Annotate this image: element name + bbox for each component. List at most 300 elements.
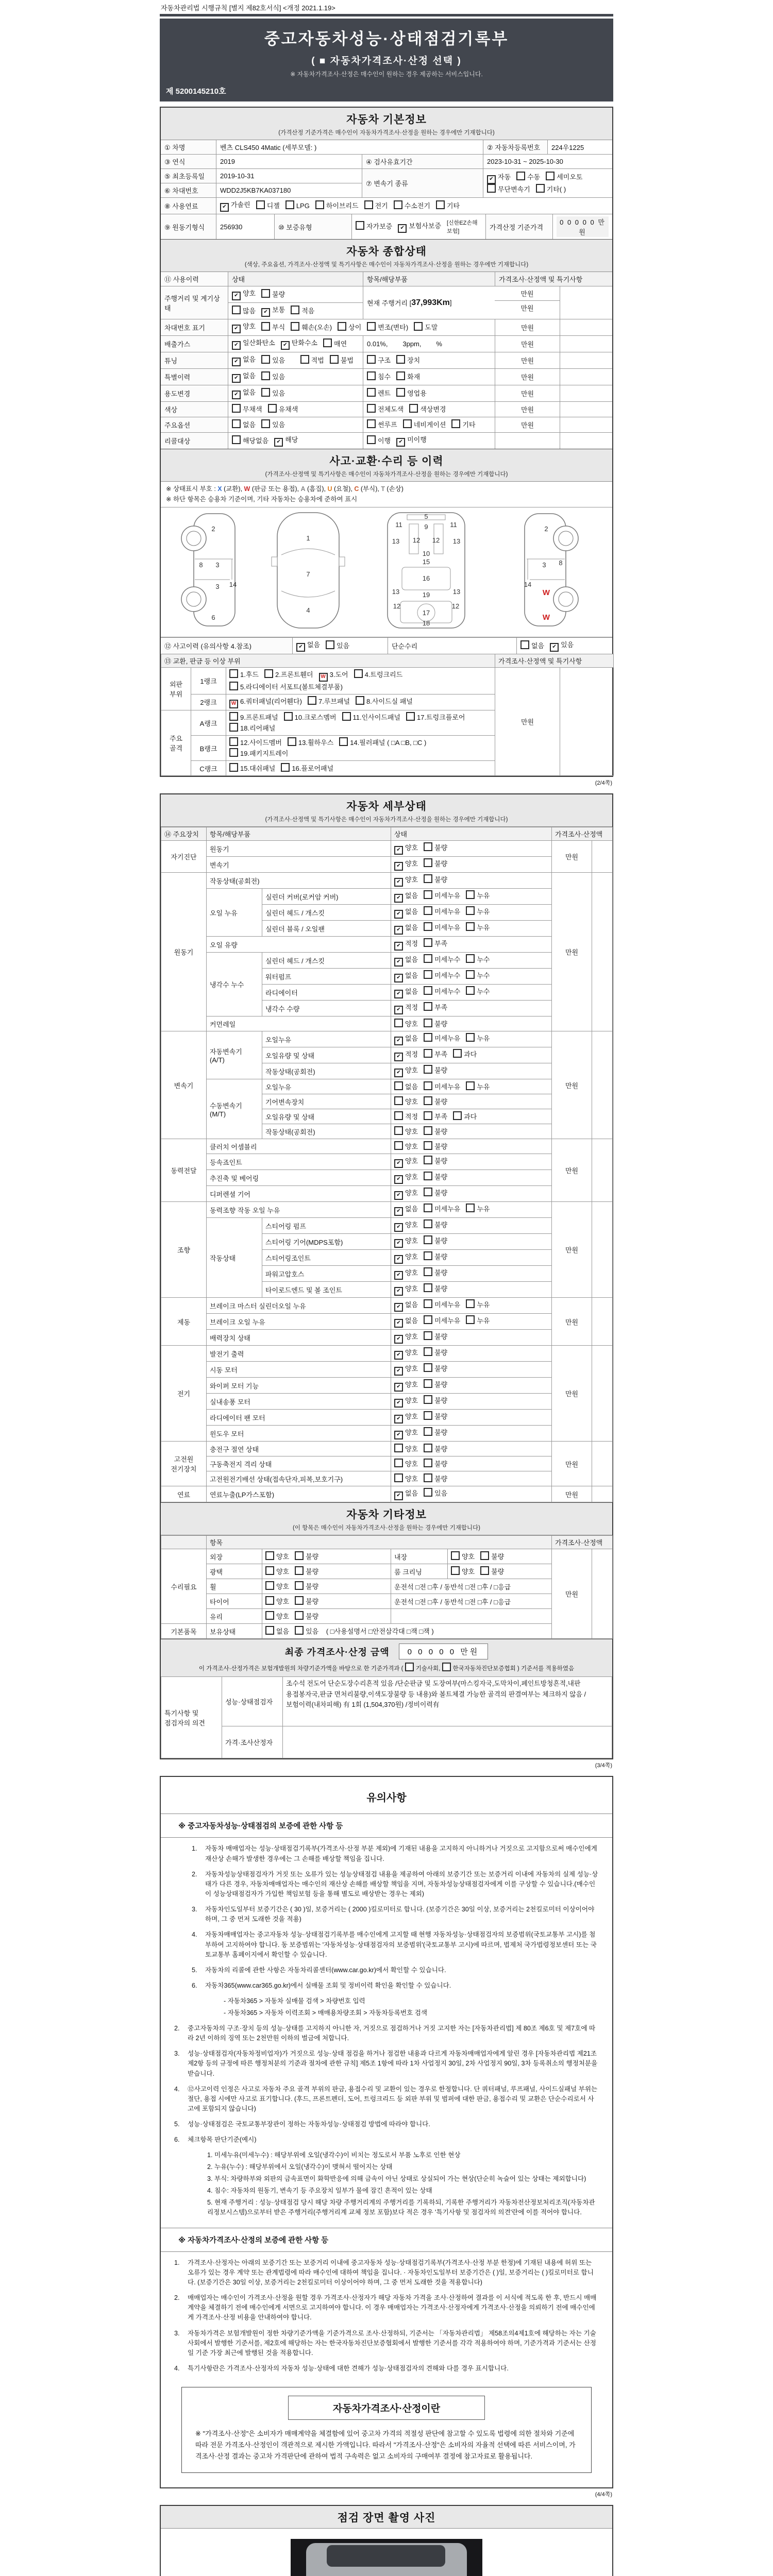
option: ✔ 양호: [394, 1268, 418, 1280]
checkbox-checked[interactable]: ✔: [394, 1492, 403, 1500]
checkbox[interactable]: [466, 922, 475, 931]
option: 10.크로스멤버: [284, 712, 337, 723]
checkbox-checked[interactable]: ✔: [232, 341, 241, 350]
checkbox[interactable]: [295, 1566, 304, 1575]
checkbox-checked[interactable]: ✔: [394, 1255, 403, 1264]
option: 있음: [424, 1488, 447, 1499]
checkbox[interactable]: [451, 1566, 460, 1575]
panel-number: 12: [393, 602, 401, 610]
checkbox[interactable]: [291, 306, 299, 314]
checkbox[interactable]: [285, 200, 294, 209]
checkbox[interactable]: [268, 404, 277, 413]
checkbox-checked[interactable]: ✔: [232, 374, 241, 383]
checkbox[interactable]: [256, 200, 265, 209]
checkbox[interactable]: [424, 1096, 432, 1105]
checkbox[interactable]: [466, 986, 475, 995]
checkbox-checked[interactable]: ✔: [394, 1207, 403, 1216]
checkbox[interactable]: [424, 1019, 432, 1027]
checkbox[interactable]: [466, 970, 475, 979]
checkbox[interactable]: [442, 1663, 451, 1671]
option: ✔ 자동: [487, 172, 511, 184]
note-cell: [592, 1486, 613, 1502]
checkbox[interactable]: [265, 1611, 274, 1620]
checkbox[interactable]: [424, 1444, 432, 1452]
item-label: 구동축전지 격리 상태: [207, 1456, 391, 1471]
option: 불량: [424, 1156, 447, 1166]
checkbox[interactable]: [424, 1081, 432, 1090]
checkbox[interactable]: [295, 1596, 304, 1605]
checkbox[interactable]: [261, 419, 270, 428]
option: 불량: [295, 1551, 318, 1562]
option: 변조(변타): [367, 322, 408, 333]
checkbox[interactable]: [396, 388, 405, 397]
state-options: [391, 1378, 552, 1394]
checkbox[interactable]: [394, 1459, 403, 1467]
checkbox[interactable]: [424, 1188, 432, 1196]
panel-number: 10: [422, 549, 430, 557]
state-code-letter: A: [300, 485, 306, 493]
checkbox[interactable]: [424, 842, 432, 851]
checkbox[interactable]: [367, 371, 376, 380]
item-label: 실내송풍 모터: [207, 1394, 391, 1410]
checkbox[interactable]: [394, 1473, 403, 1482]
option: 누수: [466, 970, 490, 981]
checkbox[interactable]: [367, 355, 376, 364]
option: 부족: [424, 938, 447, 949]
option: 불량: [295, 1596, 318, 1607]
cell: 만원: [520, 290, 534, 298]
checkbox-checked[interactable]: ✔: [394, 1037, 403, 1045]
checkbox[interactable]: [424, 938, 432, 947]
checkbox[interactable]: [424, 1283, 432, 1292]
option: 불량: [424, 1427, 447, 1438]
checkbox[interactable]: [281, 763, 290, 772]
checkbox[interactable]: [308, 696, 316, 705]
rank-options: [226, 710, 495, 735]
checkbox[interactable]: [466, 1299, 475, 1308]
item-label: 작동상태(공회전): [262, 1124, 391, 1139]
checkbox[interactable]: [424, 1111, 432, 1120]
checkbox-checked[interactable]: ✔: [394, 1223, 403, 1232]
option: 불량: [424, 1444, 447, 1454]
checkbox-checked[interactable]: ✔: [394, 878, 403, 887]
checkbox-checked[interactable]: ✔: [394, 958, 403, 967]
checkbox[interactable]: [261, 371, 270, 380]
checkbox-w-mark[interactable]: W: [229, 700, 238, 708]
checkbox-checked[interactable]: ✔: [394, 1069, 403, 1077]
checkbox[interactable]: [396, 355, 405, 364]
checkbox[interactable]: [232, 435, 241, 444]
checkbox[interactable]: [394, 1444, 403, 1452]
checkbox[interactable]: [394, 1111, 403, 1120]
checkbox[interactable]: [229, 723, 238, 732]
option: ✔ 보험사보증: [398, 221, 441, 233]
final-price-note: 이 가격조사·산정가격은 보험개발원의 차량기준가액을 바탕으로 한 기준가격과 ( 기술사회, 한국자동차진단보증협회 ) 기준서를 적용하였음: [167, 1663, 606, 1672]
inspector-role: 성능·상태점검자: [222, 1677, 283, 1726]
checkbox[interactable]: [480, 1566, 489, 1575]
price-cell: 만원: [552, 1298, 592, 1346]
checkbox-checked[interactable]: ✔: [550, 643, 559, 652]
checkbox[interactable]: [229, 712, 238, 721]
item-label: 윈도우 모터: [207, 1426, 391, 1442]
rank-label: B랭크: [191, 736, 226, 761]
checkbox[interactable]: [403, 419, 412, 428]
note-cell: [560, 667, 614, 776]
checkbox[interactable]: [394, 1096, 403, 1105]
checkbox[interactable]: [339, 737, 348, 746]
state-options: [391, 1202, 552, 1218]
checkbox-checked[interactable]: ✔: [394, 1006, 403, 1014]
checkbox[interactable]: [300, 355, 309, 364]
checkbox[interactable]: [466, 1315, 475, 1324]
checkbox[interactable]: [424, 954, 432, 963]
checkbox[interactable]: [265, 1596, 274, 1605]
checkbox-checked[interactable]: ✔: [394, 1191, 403, 1200]
checkbox-checked[interactable]: ✔: [394, 1319, 403, 1328]
checkbox[interactable]: [466, 890, 475, 899]
checkbox[interactable]: [424, 1172, 432, 1180]
checkbox-checked[interactable]: ✔: [394, 1399, 403, 1408]
cell: 특별이력: [161, 369, 228, 385]
checkbox[interactable]: [265, 1566, 274, 1575]
option: ✔ 일산화탄소: [232, 338, 275, 350]
option: 기타: [436, 200, 460, 211]
checkbox[interactable]: [424, 1459, 432, 1467]
checkbox[interactable]: [453, 1049, 462, 1058]
checkbox[interactable]: [424, 1427, 432, 1436]
item-label: 커먼레일: [207, 1016, 391, 1031]
option: ✔ 적정: [394, 1049, 418, 1061]
checkbox[interactable]: [424, 858, 432, 867]
checkbox[interactable]: [424, 1331, 432, 1340]
option: ✔ 양호: [394, 1220, 418, 1232]
price-cell: 만원: [552, 1346, 592, 1442]
checkbox-checked[interactable]: ✔: [261, 308, 270, 317]
checkbox[interactable]: [367, 322, 376, 331]
checkbox-checked[interactable]: ✔: [394, 1431, 403, 1439]
item-label: 클러치 어셈블리: [207, 1139, 391, 1154]
notice-item: 4. 특기사항란은 가격조사·산정자의 자동차 성능·상태에 대한 견해가 성능·상태점검자의 견해와 다를 경우 표시합니다.: [174, 2364, 509, 2372]
panel-number: 11: [395, 520, 402, 529]
option: 전체도색: [367, 404, 404, 415]
checkbox-checked[interactable]: ✔: [394, 894, 403, 903]
overall-state-subtitle: (색상, 주요옵션, 가격조사·산정액 및 특기사항은 매수인이 자동차가격조사·산정을 원하는 경우에만 기재합니다): [244, 262, 529, 268]
checkbox[interactable]: [409, 404, 418, 413]
checkbox[interactable]: [466, 1033, 475, 1042]
checkbox-checked[interactable]: ✔: [232, 391, 241, 399]
option: 미세누유: [424, 1081, 460, 1092]
checkbox[interactable]: [356, 696, 364, 705]
checkbox[interactable]: [424, 1363, 432, 1372]
option: ✔ 양호: [232, 289, 256, 300]
checkbox-w-mark[interactable]: W: [319, 673, 328, 682]
checkbox[interactable]: [424, 1065, 432, 1074]
checkbox-checked[interactable]: ✔: [398, 224, 407, 233]
detail-state-header: [161, 794, 612, 827]
checkbox[interactable]: [424, 890, 432, 899]
panel-number: 3: [215, 561, 220, 569]
checkbox[interactable]: [396, 371, 405, 380]
checkbox[interactable]: [424, 1347, 432, 1356]
checkbox[interactable]: [414, 322, 423, 331]
item-label: 시동 모터: [207, 1362, 391, 1378]
cell: 만원: [495, 369, 560, 385]
checkbox[interactable]: [291, 322, 299, 331]
checkbox[interactable]: [367, 404, 376, 413]
checkbox[interactable]: [315, 200, 324, 209]
basic-info-table: [161, 140, 612, 239]
checkbox[interactable]: [229, 748, 238, 757]
checkbox[interactable]: [232, 419, 241, 428]
checkbox-checked[interactable]: ✔: [394, 1351, 403, 1360]
state-code-legend: ※ 상태표시 부호 : X (교환), W (판금 또는 용접), A (흠집), U (요철), C (부식), T (손상): [166, 485, 404, 493]
option: 불량: [424, 1235, 447, 1246]
checkbox[interactable]: [424, 1251, 432, 1260]
checkbox-checked[interactable]: ✔: [394, 862, 403, 871]
checkbox-checked[interactable]: ✔: [394, 926, 403, 935]
option: 하이브리드: [315, 200, 359, 211]
cell: 만원: [520, 304, 534, 312]
option: W 6.쿼터패널(리어휀다): [229, 697, 302, 708]
checkbox[interactable]: [338, 322, 346, 331]
checkbox[interactable]: [284, 712, 293, 721]
checkbox[interactable]: [229, 763, 238, 772]
checkbox[interactable]: [330, 355, 339, 364]
checkbox[interactable]: [424, 1235, 432, 1244]
checkbox-checked[interactable]: ✔: [394, 1367, 403, 1376]
checkbox[interactable]: [480, 1551, 489, 1560]
option: 렌트: [367, 388, 391, 399]
option: 있음: [261, 371, 285, 382]
checkbox[interactable]: [536, 184, 545, 193]
checkbox[interactable]: [288, 737, 296, 746]
notice-subitem: - 자동차365 > 자동차 이력조회 > 매매용차량조회 > 자동차등록번호 검색: [224, 2009, 428, 2017]
option: 미세누유: [424, 1033, 460, 1044]
checkbox-checked[interactable]: ✔: [281, 341, 290, 350]
inspector-role: 가격·조사산정자: [222, 1726, 283, 1758]
checkbox[interactable]: [367, 388, 376, 397]
checkbox[interactable]: [394, 1126, 403, 1135]
checkbox[interactable]: [261, 289, 270, 298]
checkbox-checked[interactable]: ✔: [232, 358, 241, 366]
cell: 224우1225: [547, 140, 612, 154]
checkbox[interactable]: [364, 200, 373, 209]
checkbox[interactable]: [229, 669, 238, 678]
checkbox-checked[interactable]: ✔: [394, 1383, 403, 1392]
checkbox-checked[interactable]: ✔: [394, 1175, 403, 1184]
checkbox[interactable]: [451, 1551, 460, 1560]
panel-number: 12: [432, 536, 440, 544]
checkbox[interactable]: [261, 322, 270, 331]
checkbox[interactable]: [424, 906, 432, 915]
checkbox[interactable]: [367, 419, 376, 428]
checkbox[interactable]: [424, 1379, 432, 1388]
cell: [228, 433, 363, 449]
state-options: [391, 1426, 552, 1442]
checkbox[interactable]: [326, 640, 334, 649]
option: ✔ 없음: [296, 640, 320, 652]
option: ✔ 양호: [232, 321, 256, 333]
checkbox[interactable]: [229, 682, 238, 690]
rank-label: 2랭크: [191, 694, 226, 710]
checkbox[interactable]: [466, 954, 475, 963]
checkbox-checked[interactable]: ✔: [394, 974, 403, 982]
checkbox-checked[interactable]: ✔: [232, 325, 241, 333]
option: ✔ 양호: [394, 859, 418, 871]
option: 불량: [424, 1331, 447, 1342]
checkbox[interactable]: [261, 388, 270, 397]
checkbox-checked[interactable]: ✔: [394, 1335, 403, 1344]
checkbox-checked[interactable]: ✔: [394, 1271, 403, 1280]
checkbox[interactable]: [356, 221, 364, 230]
option: 누유: [466, 1033, 490, 1044]
checkbox[interactable]: [520, 640, 529, 649]
checkbox-checked[interactable]: ✔: [220, 203, 229, 212]
checkbox[interactable]: [424, 970, 432, 979]
notice-item: 5. 성능·상태점검은 국토교통부장관이 정하는 자동차성능·상태점검 방법에 따라야 합니다.: [174, 2121, 430, 2128]
checkbox[interactable]: [424, 1473, 432, 1482]
price-cell: 만원: [552, 1202, 592, 1298]
checkbox[interactable]: [424, 1219, 432, 1228]
checkbox-checked[interactable]: ✔: [394, 990, 403, 998]
checkbox[interactable]: [424, 1156, 432, 1164]
other-info-subtitle: (이 항목은 매수인이 자동차가격조사·산정을 원하는 경우에만 기재합니다): [293, 1525, 480, 1532]
state-options: [391, 1266, 552, 1282]
checkbox[interactable]: [342, 712, 351, 721]
checkbox[interactable]: [424, 1488, 432, 1497]
option: ✔ 있음: [550, 640, 574, 652]
checkbox-checked[interactable]: ✔: [394, 910, 403, 919]
checkbox[interactable]: [516, 172, 525, 180]
option: 1.후드: [229, 669, 259, 680]
checkbox[interactable]: [424, 1002, 432, 1011]
checkbox[interactable]: [424, 1315, 432, 1324]
checkbox[interactable]: [453, 1111, 462, 1120]
checkbox[interactable]: [394, 1081, 403, 1090]
cell: [560, 336, 613, 352]
option: ✔ 양호: [394, 1065, 418, 1077]
checkbox[interactable]: [424, 1049, 432, 1058]
checkbox-checked[interactable]: ✔: [296, 643, 305, 652]
cell: ① 차명: [161, 140, 216, 154]
inspector-comment: [283, 1726, 612, 1758]
cell: ③ 연식: [161, 155, 216, 168]
notice-subitem: 1. 미세누유(미세누수) : 해당부위에 오일(냉각수)이 비치는 정도로서 부품 노후로 인한 현상: [207, 2151, 461, 2159]
note-cell: [592, 1139, 613, 1202]
rank-options: [226, 761, 495, 776]
checkbox[interactable]: [466, 1081, 475, 1090]
checkbox[interactable]: [466, 906, 475, 915]
state-options: [391, 1282, 552, 1298]
checkbox[interactable]: [406, 712, 415, 721]
checkbox[interactable]: [424, 986, 432, 995]
inspection-record-document: [160, 0, 613, 2576]
checkbox-checked[interactable]: ✔: [394, 1415, 403, 1423]
checkbox[interactable]: [451, 419, 460, 428]
checkbox[interactable]: [354, 669, 363, 678]
checkbox[interactable]: [394, 1141, 403, 1150]
inspector-opinion-table: [161, 1676, 612, 1758]
checkbox-checked[interactable]: ✔: [396, 438, 405, 447]
checkbox[interactable]: [424, 874, 432, 883]
checkbox[interactable]: [264, 669, 273, 678]
option: 7.루브패널: [308, 696, 350, 707]
item-label: 연료누출(LP가스포함): [207, 1486, 391, 1502]
checkbox[interactable]: [424, 1204, 432, 1212]
checkbox[interactable]: [295, 1551, 304, 1560]
price-cell: 만원: [552, 841, 592, 873]
checkbox[interactable]: [424, 1141, 432, 1150]
checkbox[interactable]: [232, 404, 241, 413]
option: 도말: [414, 322, 438, 333]
cell: ⑪ 사용이력: [161, 272, 228, 286]
checkbox[interactable]: [424, 1299, 432, 1308]
state-options: [448, 1564, 552, 1579]
checkbox[interactable]: [265, 1581, 274, 1590]
checkbox[interactable]: [232, 306, 241, 314]
checkbox-checked[interactable]: ✔: [232, 292, 241, 300]
checkbox[interactable]: [405, 1663, 414, 1671]
checkbox[interactable]: [394, 200, 402, 209]
item-label: 외장: [207, 1549, 262, 1564]
checkbox-checked[interactable]: ✔: [394, 1053, 403, 1061]
checkbox-checked[interactable]: ✔: [394, 1159, 403, 1168]
checkbox[interactable]: [265, 1626, 274, 1635]
checkbox-checked[interactable]: ✔: [394, 1303, 403, 1312]
state-options: [391, 1063, 552, 1079]
checkbox-checked[interactable]: ✔: [487, 175, 496, 184]
option: ✔ 양호: [394, 1156, 418, 1168]
checkbox[interactable]: [487, 184, 496, 193]
checkbox[interactable]: [295, 1581, 304, 1590]
state-options: [391, 985, 552, 1001]
option: 불량: [424, 1379, 447, 1390]
checkbox[interactable]: [424, 1126, 432, 1135]
checkbox[interactable]: [424, 1033, 432, 1042]
checkbox[interactable]: [394, 1019, 403, 1027]
checkbox[interactable]: [466, 1204, 475, 1212]
checkbox[interactable]: [323, 338, 332, 347]
checkbox[interactable]: [424, 1395, 432, 1404]
checkbox[interactable]: [424, 1411, 432, 1420]
option: ✔ 없음: [394, 907, 418, 919]
cell: [560, 417, 613, 432]
checkbox-checked[interactable]: ✔: [394, 1239, 403, 1248]
checkbox[interactable]: [295, 1611, 304, 1620]
checkbox[interactable]: [546, 172, 554, 180]
checkbox-checked[interactable]: ✔: [394, 846, 403, 855]
checkbox[interactable]: [261, 355, 270, 364]
option: 전기: [364, 200, 388, 211]
final-price-row: [161, 1639, 612, 1676]
option: 불량: [424, 1347, 447, 1358]
notice-item: 2. 자동차성능상태점검자가 거짓 또는 오류가 있는 성능상태점검 내용을 제공하여 아래의 보증기간 또는 보증거리 이내에 자동차의 실제 성능·상태가 다른 경우, 자동차매매업자는 매수인의 재산상 손해를 배상할 책임을 지며, 자동차성능상태점검자에게 이를 구상할 수 있습니다.(매수인이 성능상태점검자가 가입한 책임보험 등을 통해 별도로 배상받는 경우는 제외): [192, 1870, 598, 1898]
checkbox-checked[interactable]: ✔: [394, 1287, 403, 1296]
checkbox-checked[interactable]: ✔: [274, 438, 283, 447]
basic-info-title: 자동차 기본정보: [346, 114, 427, 126]
checkbox[interactable]: [436, 200, 445, 209]
other-table-inner: [161, 1535, 613, 1639]
cell: 현재 주행거리 [ 37,993Km ]: [363, 286, 495, 319]
notice-item: 6. 체크항목 판단기준(예시): [174, 2136, 257, 2144]
checkbox[interactable]: [424, 922, 432, 931]
checkbox-checked[interactable]: ✔: [394, 942, 403, 951]
checkbox[interactable]: [367, 435, 376, 444]
checkbox[interactable]: [265, 1551, 274, 1560]
checkbox[interactable]: [229, 737, 238, 746]
checkbox[interactable]: [424, 1267, 432, 1276]
checkbox[interactable]: [295, 1626, 304, 1635]
